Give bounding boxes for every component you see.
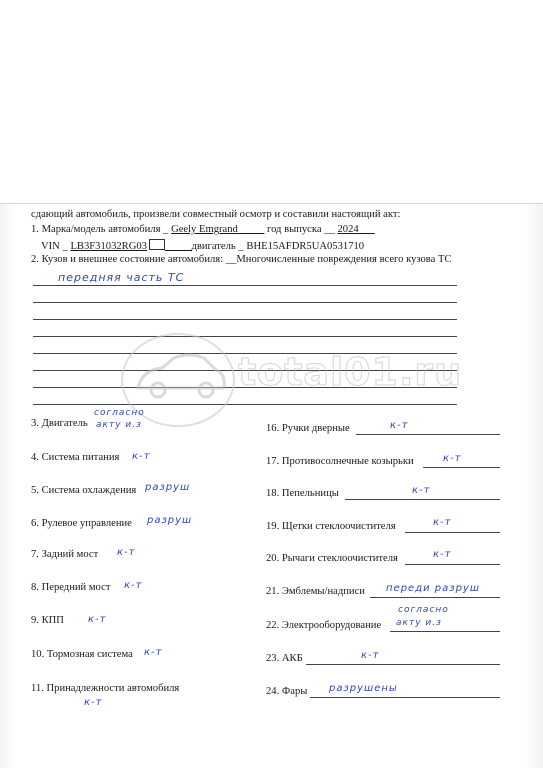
item-24-label: 24. Фары [266, 686, 308, 697]
vin-value: LB3F31032RG03 [70, 241, 147, 252]
body-line-6 [33, 370, 457, 371]
make-model-value: Geely Emgrand [171, 224, 238, 235]
item-10-hand: к-т [144, 647, 163, 658]
item-16-line [356, 434, 500, 435]
item-7-label: 7. Задний мост [31, 549, 99, 560]
body-handwritten: передняя часть ТС [58, 271, 185, 284]
item-4-label: 4. Система питания [31, 452, 120, 463]
body-line-4 [33, 336, 457, 337]
item-18-line [345, 499, 500, 500]
header-line: сдающий автомобиль, произвели совместный осмотр и составили настоящий акт: [31, 209, 401, 220]
item-24-hand: разрушены [329, 683, 398, 694]
body-line-7 [33, 387, 457, 388]
item-19-hand: к-т [433, 517, 452, 528]
item-19-line [405, 532, 500, 533]
item-22-label: 22. Электрооборудование [266, 620, 382, 631]
item-22-hand-2: акту и.з [396, 618, 442, 628]
item-5-label: 5. Система охлаждения [31, 485, 137, 496]
item-8-hand: к-т [124, 580, 143, 591]
item-23-label: 23. АКБ [266, 653, 303, 664]
vin-redaction-box [149, 239, 165, 250]
item-21-hand: переди разруш [386, 583, 480, 594]
item-4-hand: к-т [132, 451, 151, 462]
row-make-model: 1. Марка/модель автомобиля _ Geely Emgrand_____ год выпуска __ 2024___ [31, 224, 375, 235]
body-line-2 [33, 302, 457, 303]
item-16-label: 16. Ручки дверные [266, 423, 350, 434]
item-3-hand-2: акту и.з [96, 420, 142, 430]
engine-value: BHE15AFDR5UA0531710 [246, 241, 365, 252]
body-line-8 [33, 404, 457, 405]
item-20-label: 20. Рычаги стеклоочистителя [266, 553, 398, 564]
item-8-label: 8. Передний мост [31, 582, 111, 593]
item-20-hand: к-т [433, 549, 452, 560]
body-line-5 [33, 353, 457, 354]
year-label: год выпуска [266, 224, 322, 235]
body-line-1 [33, 285, 457, 286]
item-9-label: 9. КПП [31, 615, 64, 626]
item-19-label: 19. Щетки стеклоочистителя [266, 521, 396, 532]
item-23-line [306, 664, 500, 665]
row-body: 2. Кузов и внешнее состояние автомобиля: __Многочисленные повреждения всего кузова ТС [31, 254, 452, 265]
item-17-hand: к-т [443, 453, 462, 464]
item-17-label: 17. Противосолнечные козырьки [266, 456, 414, 467]
item-21-line [370, 597, 500, 598]
item-5-hand: разруш [145, 482, 191, 493]
body-printed-value: Многочисленные повреждения всего кузова ТС [236, 254, 452, 265]
item-3-label: 3. Двигатель [31, 418, 88, 429]
item-6-hand: разруш [147, 515, 193, 526]
engine-label: двигатель [191, 241, 236, 252]
item-10-label: 10. Тормозная система [31, 649, 133, 660]
item-11-hand: к-т [84, 697, 103, 708]
item-9-hand: к-т [88, 614, 107, 625]
item-7-hand: к-т [117, 547, 136, 558]
item-16-hand: к-т [390, 420, 409, 431]
item-22-line [390, 631, 500, 632]
item-24-line [310, 697, 500, 698]
blank-top-area [0, 0, 543, 204]
make-model-label: 1. Марка/модель автомобиля [31, 224, 161, 235]
item-17-line [423, 467, 500, 468]
vin-label: VIN [41, 241, 60, 252]
item-20-line [405, 564, 500, 565]
item-3-hand-1: согласно [94, 408, 145, 418]
item-18-hand: к-т [412, 485, 431, 496]
item-18-label: 18. Пепельницы [266, 488, 339, 499]
item-22-hand-1: согласно [398, 605, 449, 615]
body-line-3 [33, 319, 457, 320]
item-21-label: 21. Эмблемы/надписи [266, 586, 365, 597]
row-vin: VIN _ LB3F31032RG03 _____двигатель _ BHE15AFDR5UA0531710 [41, 241, 365, 252]
body-label: 2. Кузов и внешнее состояние автомобиля: [31, 254, 224, 265]
year-value: 2024 [337, 224, 359, 235]
item-23-hand: к-т [361, 650, 380, 661]
item-11-label: 11. Принадлежности автомобиля [31, 683, 180, 694]
item-6-label: 6. Рулевое управление [31, 518, 132, 529]
